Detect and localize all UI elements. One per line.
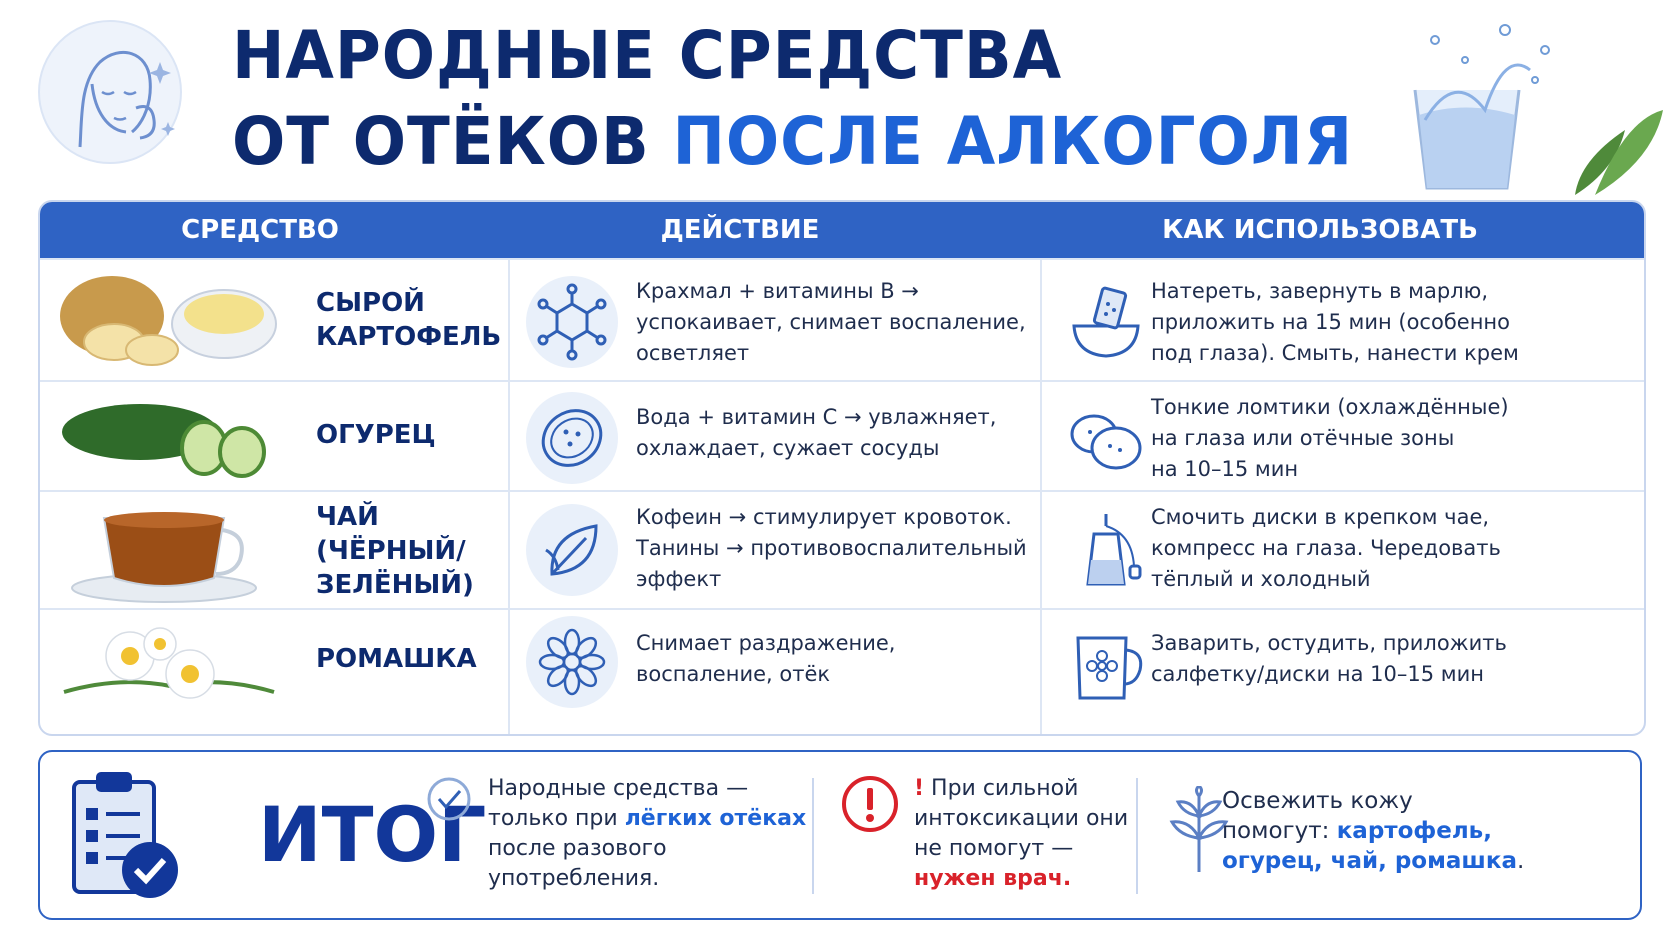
summary-text: При сильной xyxy=(924,776,1079,801)
remedy-name xyxy=(316,286,501,354)
check-circle-icon xyxy=(426,776,472,822)
remedy-name-line: СЫРОЙ xyxy=(316,288,425,318)
summary-title: ИТОГ xyxy=(258,790,487,879)
tea-cup-icon xyxy=(64,498,274,604)
grater-bowl-icon xyxy=(1060,276,1152,368)
usage-text xyxy=(1151,502,1501,595)
usage-line: на глаза или отёчные зоны xyxy=(1151,426,1455,450)
usage-text xyxy=(1151,392,1509,485)
flower-icon xyxy=(526,616,618,708)
remedy-name-line: КАРТОФЕЛЬ xyxy=(316,322,502,352)
usage-text xyxy=(1151,628,1507,690)
summary-panel xyxy=(38,750,1642,920)
column-header-action: ДЕЙСТВИЕ xyxy=(660,215,820,245)
summary-highlight: картофель, xyxy=(1336,818,1492,844)
face-icon xyxy=(40,22,180,162)
action-line: осветляет xyxy=(636,341,750,365)
face-illustration xyxy=(38,20,182,164)
remedy-name-line: ОГУРЕЦ xyxy=(316,420,436,450)
cucumber-image xyxy=(54,390,280,484)
summary-highlight: лёгких отёках xyxy=(624,806,807,831)
summary-text: помогут: xyxy=(1222,818,1337,844)
summary-block-severe xyxy=(914,774,1128,894)
summary-text: только при xyxy=(488,806,625,831)
chamomile-image xyxy=(60,616,278,712)
summary-text: . xyxy=(1516,848,1525,874)
mug-icon xyxy=(1060,620,1152,712)
action-line: Танины → противовоспалительный xyxy=(636,536,1027,560)
action-line: охлаждает, сужает сосуды xyxy=(636,436,940,460)
summary-line xyxy=(1222,846,1524,876)
cucumber-slice-icon xyxy=(526,392,618,484)
action-text xyxy=(636,628,895,690)
action-line: эффект xyxy=(636,567,722,591)
remedy-name xyxy=(316,642,477,676)
summary-line: употребления. xyxy=(488,866,660,891)
summary-highlight: огурец, чай, ромашка xyxy=(1222,848,1517,874)
clipboard-check-icon xyxy=(66,764,182,904)
action-line: успокаивает, снимает воспаление, xyxy=(636,310,1026,334)
remedy-name xyxy=(316,418,436,452)
summary-block-mild xyxy=(488,774,806,894)
usage-line: Тонкие ломтики (охлаждённые) xyxy=(1151,395,1509,419)
page-title-line1: НАРОДНЫЕ СРЕДСТВА xyxy=(232,17,1063,94)
action-line: Снимает раздражение, xyxy=(636,631,896,655)
table-row-chamomile xyxy=(40,608,1644,736)
action-text xyxy=(636,502,1027,595)
leaf-icon xyxy=(526,504,618,596)
usage-line: приложить на 15 мин (особенно xyxy=(1151,310,1511,334)
cucumber-icon xyxy=(54,390,280,484)
summary-warning: нужен врач. xyxy=(914,866,1072,891)
table-row-cucumber xyxy=(40,380,1644,492)
summary-divider xyxy=(812,778,814,894)
usage-line: тёплый и холодный xyxy=(1151,567,1371,591)
action-text xyxy=(636,276,1026,369)
table-row-potato xyxy=(40,258,1644,382)
action-line: Вода + витамин С → увлажняет, xyxy=(636,405,997,429)
action-line: воспаление, отёк xyxy=(636,662,831,686)
table-header xyxy=(40,202,1644,258)
warning-icon xyxy=(840,774,900,834)
water-glass-illustration xyxy=(1395,10,1665,195)
summary-line: после разового xyxy=(488,836,667,861)
usage-line: Заварить, остудить, приложить xyxy=(1151,631,1507,655)
column-header-usage: КАК ИСПОЛЬЗОВАТЬ xyxy=(1162,215,1478,245)
remedy-name-line: ЧАЙ xyxy=(316,502,379,532)
summary-line: Освежить кожу xyxy=(1222,788,1413,814)
tea-cup-image xyxy=(64,498,274,604)
remedy-name-line: ЗЕЛЁНЫЙ) xyxy=(316,570,474,600)
action-text xyxy=(636,402,996,464)
potato-icon xyxy=(54,268,280,374)
usage-line: на 10–15 мин xyxy=(1151,457,1299,481)
usage-text xyxy=(1151,276,1519,369)
cucumber-slices-icon xyxy=(1060,392,1152,484)
summary-line xyxy=(1222,816,1524,846)
action-line: Кофеин → стимулирует кровоток. xyxy=(636,505,1012,529)
column-header-remedy: СРЕДСТВО xyxy=(181,215,339,245)
molecule-icon xyxy=(526,276,618,368)
page-title-line2 xyxy=(232,92,1353,192)
table-row-tea xyxy=(40,490,1644,610)
remedy-name-line: (ЧЁРНЫЙ/ xyxy=(316,536,466,566)
usage-line: салфетку/диски на 10–15 мин xyxy=(1151,662,1484,686)
tea-bag-icon xyxy=(1060,504,1152,596)
remedy-name-line: РОМАШКА xyxy=(316,644,477,674)
summary-line: Народные средства — xyxy=(488,776,749,801)
summary-line xyxy=(914,774,1128,804)
water-glass-icon xyxy=(1395,10,1665,195)
summary-line xyxy=(488,804,806,834)
usage-line: Натереть, завернуть в марлю, xyxy=(1151,279,1488,303)
usage-line: Смочить диски в крепком чае, xyxy=(1151,505,1490,529)
summary-exclamation: ! xyxy=(914,776,925,801)
raw-potato-image xyxy=(54,268,280,374)
summary-block-fresh xyxy=(1222,786,1524,876)
action-line: Крахмал + витамины В → xyxy=(636,279,919,303)
chamomile-icon xyxy=(60,616,278,712)
usage-line: под глаза). Смыть, нанести крем xyxy=(1151,341,1519,365)
remedies-table xyxy=(38,200,1646,736)
title-accent: ПОСЛЕ АЛКОГОЛЯ xyxy=(672,103,1354,180)
summary-divider xyxy=(1136,778,1138,894)
title-part1: ОТ ОТЁКОВ xyxy=(232,103,673,180)
summary-line: интоксикации они xyxy=(914,806,1129,831)
usage-line: компресс на глаза. Чередовать xyxy=(1151,536,1501,560)
summary-line: не помогут — xyxy=(914,836,1074,861)
remedy-name xyxy=(316,500,474,602)
